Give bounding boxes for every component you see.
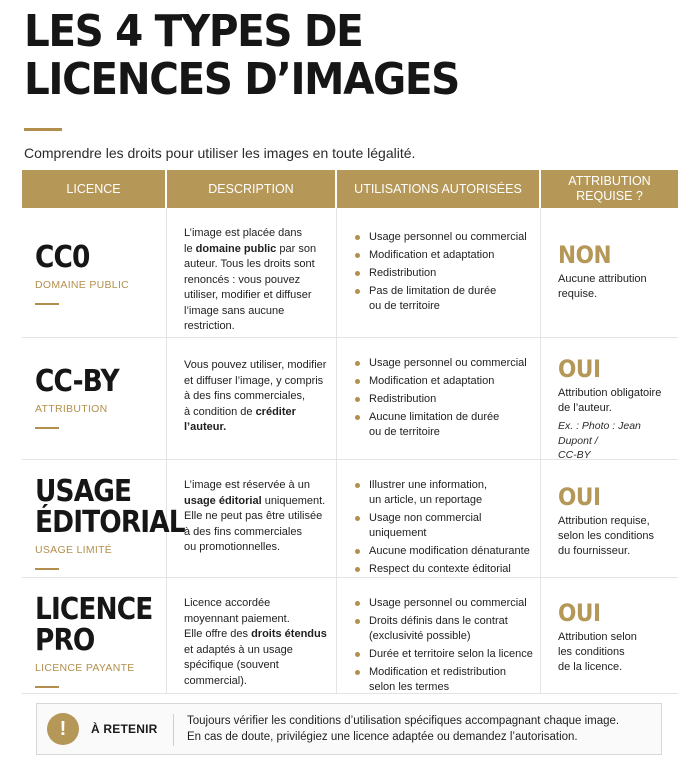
attribution-answer: OUI bbox=[558, 599, 601, 627]
table-row bbox=[22, 208, 678, 338]
cell-description bbox=[167, 338, 337, 459]
cell-uses bbox=[337, 208, 541, 337]
table-body bbox=[22, 208, 678, 694]
reminder-line-2: En cas de doute, privilégiez une licence adaptée ou demandez l’autorisation. bbox=[187, 731, 578, 743]
description-text: Vous pouvez utiliser, modifier bbox=[184, 359, 327, 371]
description-text: spécifique (souvent bbox=[184, 659, 279, 671]
cell-uses bbox=[337, 578, 541, 693]
bullet-icon bbox=[355, 289, 360, 294]
uses-list-item bbox=[355, 562, 541, 577]
bullet-icon bbox=[355, 415, 360, 420]
page-subtitle: Comprendre les droits pour utiliser les images en toute légalité. bbox=[24, 145, 416, 161]
licence-name: ÉDITORIAL bbox=[35, 505, 185, 540]
reminder-line-1: Toujours vérifier les conditions d’utilisation spécifiques accompagnant chaque image. bbox=[187, 715, 620, 727]
table-row bbox=[22, 578, 678, 694]
uses-list-item bbox=[355, 596, 541, 611]
description-text: Elle offre des bbox=[184, 628, 252, 640]
cell-licence bbox=[22, 338, 167, 459]
bullet-icon bbox=[355, 483, 360, 488]
licence-block bbox=[35, 594, 168, 688]
licence-underline bbox=[35, 568, 59, 570]
uses-list-item bbox=[355, 356, 541, 371]
uses-item-text: un article, un reportage bbox=[369, 494, 483, 506]
description-text: par son bbox=[276, 242, 317, 255]
bullet-icon bbox=[355, 361, 360, 366]
uses-item-text: Pas de limitation de durée bbox=[369, 285, 497, 297]
uses-item-text: Modification et adaptation bbox=[369, 375, 495, 387]
description-text: à des fins commerciales bbox=[184, 525, 302, 538]
cell-uses bbox=[337, 338, 541, 459]
licence-name: LICENCE bbox=[35, 592, 153, 627]
bullet-icon bbox=[355, 549, 360, 554]
description-emphasis: droits étendus bbox=[251, 628, 327, 640]
attribution-text-line: Attribution obligatoire bbox=[558, 387, 662, 399]
title-underline bbox=[24, 128, 62, 131]
attribution-text-line: du fournisseur. bbox=[558, 545, 631, 557]
cell-attribution bbox=[541, 578, 678, 693]
table-header bbox=[22, 170, 678, 208]
uses-item-text: ou de territoire bbox=[369, 426, 440, 438]
uses-list bbox=[355, 596, 541, 698]
bullet-icon bbox=[355, 516, 360, 521]
table-row bbox=[22, 338, 678, 460]
cell-licence bbox=[22, 208, 167, 337]
licence-description bbox=[184, 478, 334, 556]
uses-list-item bbox=[355, 614, 541, 644]
reminder-divider bbox=[173, 714, 174, 746]
cell-licence bbox=[22, 578, 167, 693]
description-text: Licence accordée bbox=[184, 597, 271, 609]
uses-list-item bbox=[355, 647, 541, 662]
description-text: commercial). bbox=[184, 674, 247, 687]
header-attribution-label: ATTRIBUTION REQUISE ? bbox=[568, 174, 651, 203]
licence-block bbox=[35, 366, 130, 429]
cell-attribution bbox=[541, 208, 678, 337]
description-text: moyennant paiement. bbox=[184, 612, 290, 625]
description-text: restriction. bbox=[184, 320, 235, 332]
bullet-icon bbox=[355, 235, 360, 240]
licence-table bbox=[22, 170, 678, 694]
uses-item-text: Redistribution bbox=[369, 267, 437, 279]
licence-underline bbox=[35, 303, 59, 305]
attribution-answer: NON bbox=[558, 241, 612, 269]
bullet-icon bbox=[355, 379, 360, 384]
attribution-block bbox=[558, 356, 676, 463]
uses-item-text: ou de territoire bbox=[369, 300, 440, 312]
cell-licence bbox=[22, 460, 185, 577]
attribution-text-line: de la licence. bbox=[558, 661, 623, 673]
uses-item-text: Droits définis dans le contrat bbox=[369, 615, 508, 627]
description-emphasis: domaine public bbox=[195, 242, 277, 255]
description-text: ou promotionnelles. bbox=[184, 541, 281, 553]
licence-name: CC0 bbox=[35, 240, 90, 275]
attribution-example-line: Ex. : Photo : Jean Dupont / bbox=[558, 420, 641, 447]
header-licence: LICENCE bbox=[22, 170, 167, 208]
bullet-icon bbox=[355, 652, 360, 657]
attribution-example bbox=[558, 419, 676, 463]
description-text: et adaptés à un usage bbox=[184, 643, 293, 656]
header-attribution bbox=[541, 170, 678, 208]
uses-item-text: Modification et redistribution bbox=[369, 666, 506, 678]
header-uses: UTILISATIONS AUTORISÉES bbox=[337, 170, 541, 208]
uses-list-item bbox=[355, 544, 541, 559]
licence-subtitle: ATTRIBUTION bbox=[35, 403, 108, 415]
bullet-icon bbox=[355, 619, 360, 624]
attribution-text bbox=[558, 386, 676, 416]
attribution-text-line: de l’auteur. bbox=[558, 402, 612, 414]
uses-item-text: Durée et territoire selon la licence bbox=[369, 648, 533, 660]
uses-list-item bbox=[355, 284, 541, 314]
licence-subtitle: USAGE LIMITÉ bbox=[35, 544, 113, 556]
page-title bbox=[24, 8, 631, 104]
description-text: utiliser, modifier et diffuser bbox=[184, 289, 312, 301]
table-row bbox=[22, 460, 678, 578]
description-text: à des fins commerciales, bbox=[184, 390, 306, 402]
description-emphasis: l’auteur. bbox=[184, 421, 227, 433]
description-emphasis: créditer bbox=[255, 405, 296, 418]
uses-item-text: Aucune limitation de durée bbox=[369, 411, 500, 423]
licence-underline bbox=[35, 427, 59, 429]
uses-list bbox=[355, 230, 541, 317]
uses-item-text: Usage personnel ou commercial bbox=[369, 357, 527, 369]
attribution-text-line: Attribution requise, bbox=[558, 515, 650, 527]
licence-name: PRO bbox=[35, 623, 95, 658]
description-text: Elle ne peut pas être utilisée bbox=[184, 510, 323, 522]
licence-description bbox=[184, 596, 334, 689]
uses-item-text: Modification et adaptation bbox=[369, 249, 495, 261]
uses-list bbox=[355, 478, 541, 580]
attribution-block bbox=[558, 600, 676, 675]
cell-description bbox=[167, 460, 337, 577]
uses-list-item bbox=[355, 374, 541, 389]
licence-subtitle: LICENCE PAYANTE bbox=[35, 662, 135, 674]
attribution-text bbox=[558, 514, 676, 559]
licence-block bbox=[35, 242, 129, 305]
attribution-text-line: les conditions bbox=[558, 646, 625, 658]
attribution-block bbox=[558, 484, 676, 559]
description-text: L’image est réservée à un bbox=[184, 479, 310, 491]
attribution-text-line: Aucune attribution bbox=[558, 273, 647, 285]
uses-item-text: Redistribution bbox=[369, 393, 437, 405]
reminder-label: À RETENIR bbox=[91, 722, 158, 736]
bullet-icon bbox=[355, 670, 360, 675]
licence-subtitle: DOMAINE PUBLIC bbox=[35, 279, 130, 291]
description-text: et diffuser l’image, y compris bbox=[184, 374, 324, 387]
licence-underline bbox=[35, 686, 59, 688]
uses-list-item bbox=[355, 248, 541, 263]
uses-item-text: Usage personnel ou commercial bbox=[369, 597, 527, 609]
cell-description bbox=[167, 208, 337, 337]
bullet-icon bbox=[355, 271, 360, 276]
reminder-text bbox=[187, 713, 657, 745]
exclamation-icon: ! bbox=[47, 713, 79, 745]
attribution-text-line: Attribution selon bbox=[558, 631, 637, 643]
bullet-icon bbox=[355, 397, 360, 402]
cell-uses bbox=[337, 460, 541, 577]
uses-list-item bbox=[355, 410, 541, 440]
bullet-icon bbox=[355, 253, 360, 258]
uses-list-item bbox=[355, 478, 541, 508]
description-text: auteur. Tous les droits sont bbox=[184, 258, 315, 270]
uses-item-text: (exclusivité possible) bbox=[369, 630, 471, 642]
uses-list-item bbox=[355, 511, 541, 541]
uses-list-item bbox=[355, 266, 541, 281]
licence-name: CC-BY bbox=[35, 364, 119, 399]
title-line-1: LES 4 TYPES DE bbox=[24, 6, 363, 57]
description-text: le bbox=[184, 242, 196, 255]
uses-item-text: Illustrer une information, bbox=[369, 479, 487, 491]
description-text: uniquement. bbox=[261, 494, 326, 507]
licence-name: USAGE bbox=[35, 474, 132, 509]
description-text: à condition de bbox=[184, 405, 256, 418]
uses-item-text: Aucune modification dénaturante bbox=[369, 545, 530, 557]
uses-list-item bbox=[355, 230, 541, 245]
attribution-text bbox=[558, 272, 676, 302]
description-text: L’image est placée dans bbox=[184, 227, 303, 239]
description-text: l’image sans aucune bbox=[184, 304, 285, 317]
attribution-text bbox=[558, 630, 676, 675]
attribution-answer: OUI bbox=[558, 483, 601, 511]
licence-description bbox=[184, 226, 334, 335]
attribution-example-line: CC-BY bbox=[558, 449, 591, 461]
description-emphasis: usage éditorial bbox=[184, 494, 262, 507]
reminder-box bbox=[36, 703, 662, 755]
attribution-answer: OUI bbox=[558, 355, 601, 383]
header-description: DESCRIPTION bbox=[167, 170, 337, 208]
uses-item-text: Usage personnel ou commercial bbox=[369, 231, 527, 243]
cell-description bbox=[167, 578, 337, 693]
uses-item-text: Respect du contexte éditorial bbox=[369, 563, 511, 575]
cell-attribution bbox=[541, 338, 678, 459]
uses-list-item bbox=[355, 392, 541, 407]
attribution-block bbox=[558, 242, 676, 302]
bullet-icon bbox=[355, 567, 360, 572]
uses-item-text: selon les termes bbox=[369, 681, 450, 693]
attribution-text-line: selon les conditions bbox=[558, 530, 655, 542]
description-text: renoncés : vous pouvez bbox=[184, 273, 301, 286]
uses-list bbox=[355, 356, 541, 443]
uses-item-text: Usage non commercial uniquement bbox=[369, 512, 482, 539]
licence-description bbox=[184, 358, 334, 436]
title-line-2: LICENCES D’IMAGES bbox=[24, 54, 459, 105]
attribution-text-line: requise. bbox=[558, 288, 598, 300]
uses-list-item bbox=[355, 665, 541, 695]
bullet-icon bbox=[355, 601, 360, 606]
cell-attribution bbox=[541, 460, 678, 577]
